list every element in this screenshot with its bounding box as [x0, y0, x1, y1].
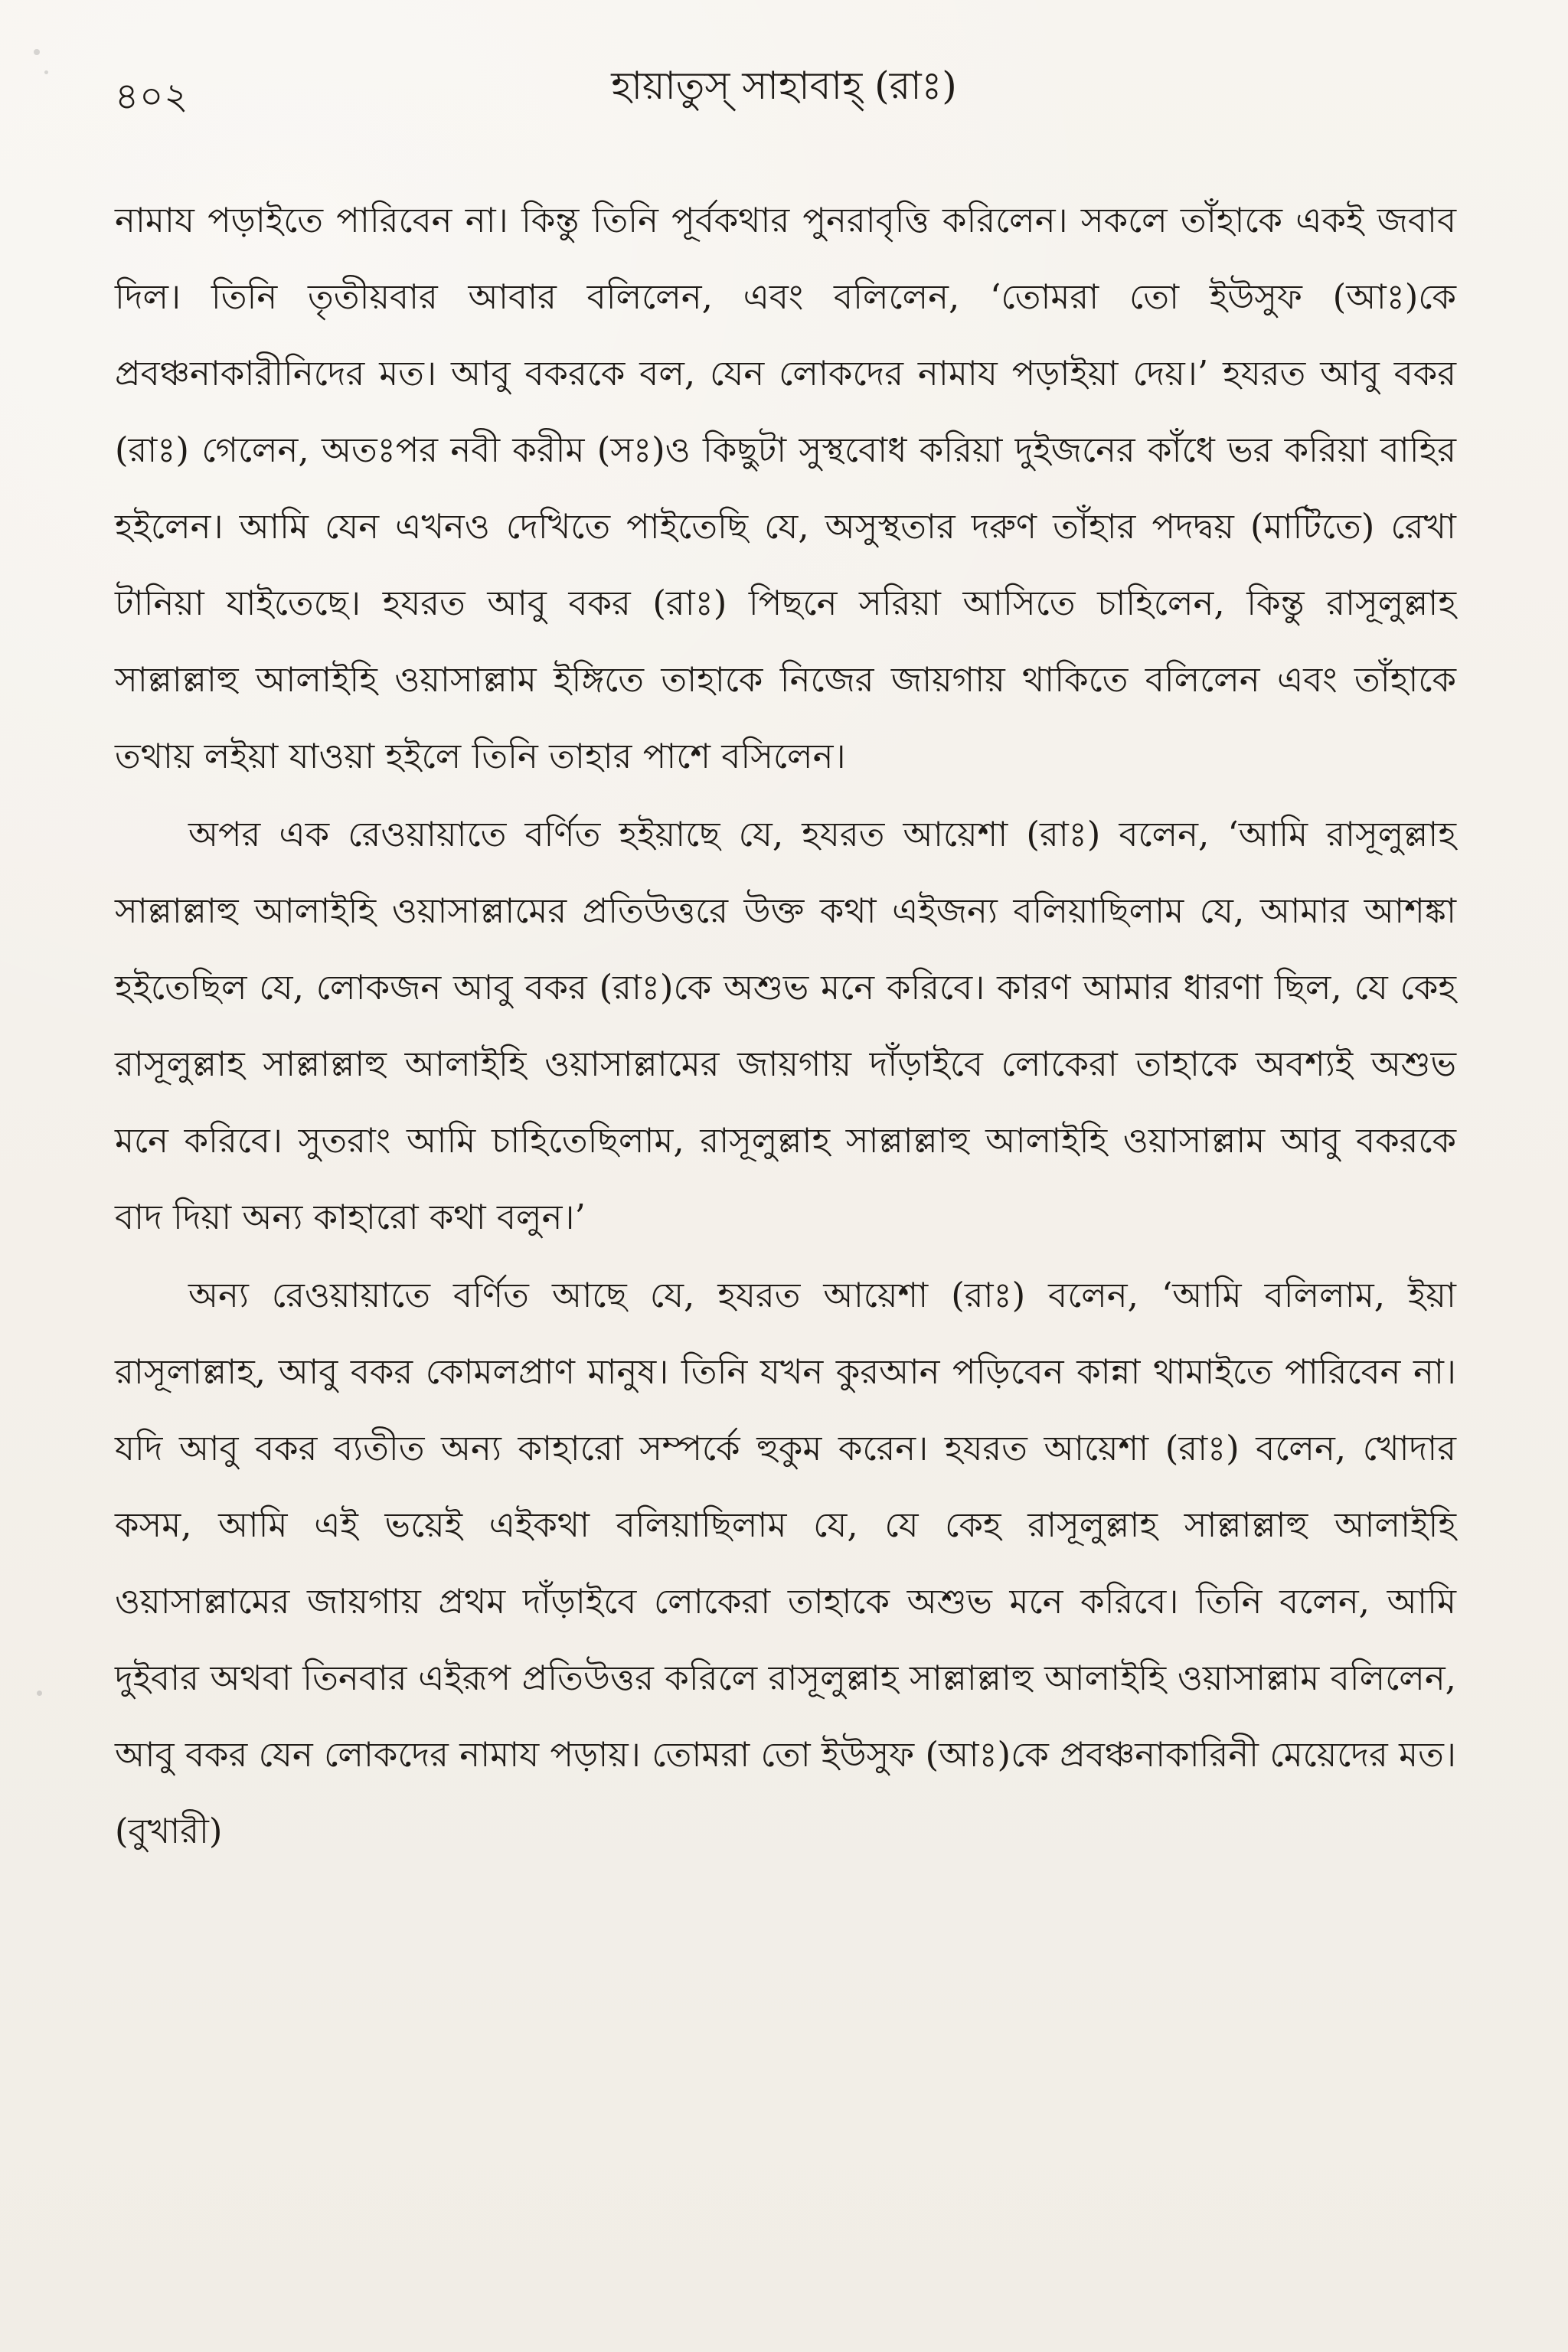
- page-speck-top-left: [34, 49, 40, 55]
- paragraph-3: অন্য রেওয়ায়াতে বর্ণিত আছে যে, হযরত আয়েশা (রাঃ) বলেন, ‘আমি বলিলাম, ইয়া রাসূলাল্লাহ, আবু বকর কোমলপ্রাণ মানুষ। তিনি যখন কুরআন পড়িবেন কান্না থামাইতে পারিবেন না। যদি আবু বকর ব্যতীত অন্য কাহারো সম্পর্কে হুকুম করেন। হযরত আয়েশা (রাঃ) বলেন, খোদার কসম, আমি এই ভয়েই এইকথা বলিয়াছিলাম যে, যে কেহ রাসূলুল্লাহ সাল্লাল্লাহু আলাইহি ওয়াসাল্লামের জায়গায় প্রথম দাঁড়াইবে লোকেরা তাহাকে অশুভ মনে করিবে। তিনি বলেন, আমি দুইবার অথবা তিনবার এইরূপ প্রতিউত্তর করিলে রাসূলুল্লাহ সাল্লাল্লাহু আলাইহি ওয়াসাল্লাম বলিলেন, আবু বকর যেন লোকদের নামায পড়ায়। তোমরা তো ইউসুফ (আঃ)কে প্রবঞ্চনাকারিনী মেয়েদের মত। (বুখারী): [115, 1275, 1456, 1851]
- paragraph-1: নামায পড়াইতে পারিবেন না। কিন্তু তিনি পূর্বকথার পুনরাবৃত্তি করিলেন। সকলে তাঁহাকে একই জবাব দিল। তিনি তৃতীয়বার আবার বলিলেন, এবং বলিলেন, ‘তোমরা তো ইউসুফ (আঃ)কে প্রবঞ্চনাকারীনিদের মত। আবু বকরকে বল, যেন লোকদের নামায পড়াইয়া দেয়।’ হযরত আবু বকর (রাঃ) গেলেন, অতঃপর নবী করীম (সঃ)ও কিছুটা সুস্থবোধ করিয়া দুইজনের কাঁধে ভর করিয়া বাহির হইলেন। আমি যেন এখনও দেখিতে পাইতেছি যে, অসুস্থতার দরুণ তাঁহার পদদ্বয় (মাটিতে) রেখা টানিয়া যাইতেছে। হযরত আবু বকর (রাঃ) পিছনে সরিয়া আসিতে চাহিলেন, কিন্তু রাসূলুল্লাহ সাল্লাল্লাহু আলাইহি ওয়াসাল্লাম ইঙ্গিতে তাহাকে নিজের জায়গায় থাকিতে বলিলেন এবং তাঁহাকে তথায় লইয়া যাওয়া হইলে তিনি তাহার পাশে বসিলেন।: [115, 200, 1456, 776]
- page-speck-left-middle: [37, 1690, 42, 1696]
- page-number: ৪০২: [115, 75, 189, 118]
- page-speck-top-left-small: [44, 70, 48, 74]
- page-body: [115, 182, 1456, 1870]
- running-title: হায়াতুস্ সাহাবাহ্ (রাঃ): [611, 64, 957, 108]
- page-header: [115, 63, 1453, 132]
- paragraph-2: অপর এক রেওয়ায়াতে বর্ণিত হইয়াছে যে, হযরত আয়েশা (রাঃ) বলেন, ‘আমি রাসূলুল্লাহ সাল্লাল্লাহু আলাইহি ওয়াসাল্লামের প্রতিউত্তরে উক্ত কথা এইজন্য বলিয়াছিলাম যে, আমার আশঙ্কা হইতেছিল যে, লোকজন আবু বকর (রাঃ)কে অশুভ মনে করিবে। কারণ আমার ধারণা ছিল, যে কেহ রাসূলুল্লাহ সাল্লাল্লাহু আলাইহি ওয়াসাল্লামের জায়গায় দাঁড়াইবে লোকেরা তাহাকে অবশ্যই অশুভ মনে করিবে। সুতরাং আমি চাহিতেছিলাম, রাসূলুল্লাহ সাল্লাল্লাহু আলাইহি ওয়াসাল্লাম আবু বকরকে বাদ দিয়া অন্য কাহারো কথা বলুন।’: [115, 814, 1456, 1237]
